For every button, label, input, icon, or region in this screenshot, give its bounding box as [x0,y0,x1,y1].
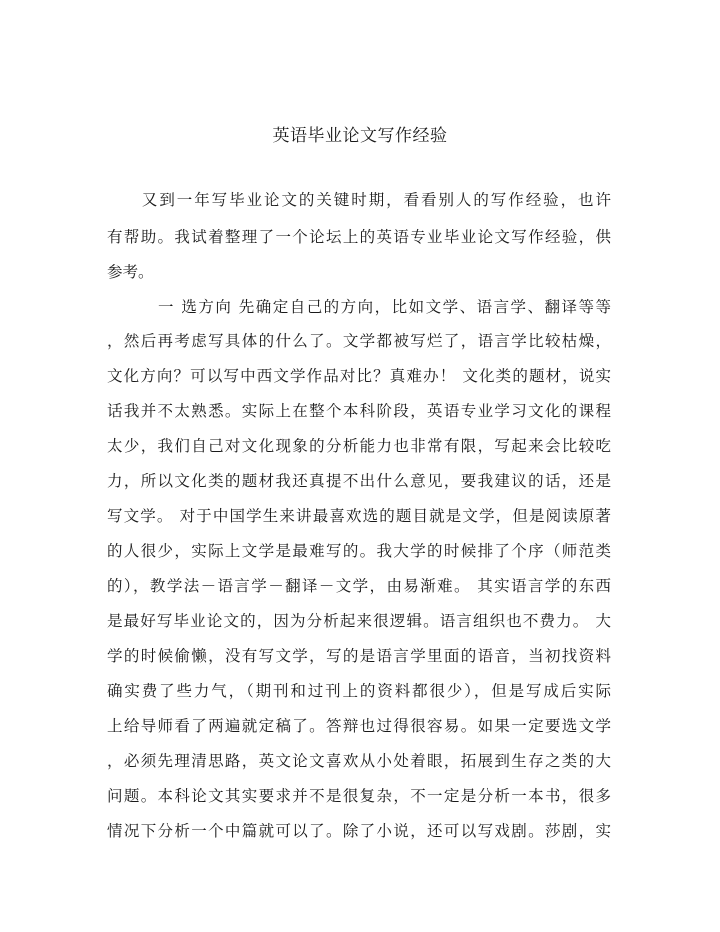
document-title: 英语毕业论文写作经验 [272,126,448,146]
text-line: 力，所以文化类的题材我还真提不出什么意见，要我建议的话，还是 [107,472,611,490]
text-line: 话我并不太熟悉。实际上在整个本科阶段，英语专业学习文化的课程 [107,402,611,420]
text-line: 有帮助。我试着整理了一个论坛上的英语专业毕业论文写作经验，供 [107,228,611,246]
text-line: 的人很少，实际上文学是最难写的。我大学的时候排了个序（师范类 [107,542,611,560]
text-line: 太少，我们自己对文化现象的分析能力也非常有限，写起来会比较吃 [107,437,611,455]
text-line: ，然后再考虑写具体的什么了。文学都被写烂了，语言学比较枯燥， [107,332,611,350]
text-line: 文化方向？可以写中西文学作品对比？真难办！ 文化类的题材，说实 [107,367,611,385]
text-line: 情况下分析一个中篇就可以了。除了小说，还可以写戏剧。莎剧，实 [107,822,611,840]
text-line: 又到一年写毕业论文的关键时期，看看别人的写作经验，也许 [107,191,611,209]
text-line: 是最好写毕业论文的，因为分析起来很逻辑。语言组织也不费力。 大 [107,612,611,630]
text-line: 写文学。 对于中国学生来讲最喜欢选的题目就是文学，但是阅读原著 [107,507,611,525]
text-line: 参考。 [107,263,154,281]
text-line: 的），教学法－语言学－翻译－文学，由易渐难。 其实语言学的东西 [107,577,611,595]
text-line: 一 选方向 先确定自己的方向，比如文学、语言学、翻译等等 [107,298,611,316]
text-line: 学的时候偷懒，没有写文学，写的是语言学里面的语音，当初找资料 [107,647,611,665]
text-line: 问题。本科论文其实要求并不是很复杂，不一定是分析一本书，很多 [107,787,611,805]
text-line: ，必须先理清思路，英文论文喜欢从小处着眼，拓展到生存之类的大 [107,752,611,770]
text-line: 上给导师看了两遍就定稿了。答辩也过得很容易。如果一定要选文学 [107,717,611,735]
text-line: 确实费了些力气，（期刊和过刊上的资料都很少），但是写成后实际 [107,682,611,700]
